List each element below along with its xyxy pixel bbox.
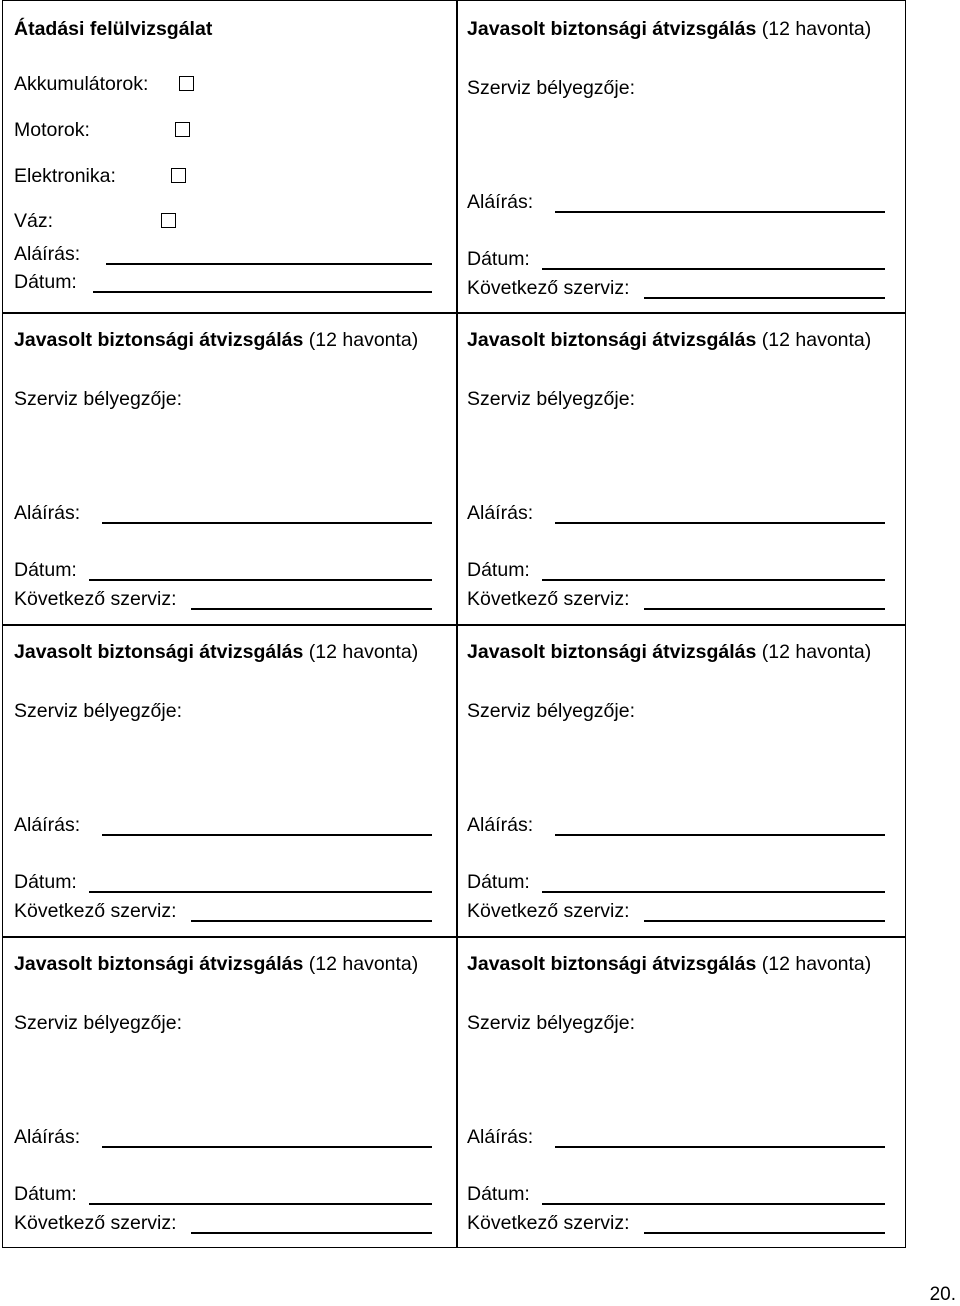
signature-line[interactable] — [106, 263, 432, 265]
next-service-label: Következő szerviz: — [14, 900, 177, 922]
date-line[interactable] — [542, 268, 885, 270]
signature-label: Aláírás: — [14, 814, 81, 836]
inspection-title: Javasolt biztonsági átvizsgálás (12 havonta) — [14, 953, 419, 975]
handover-title: Átadási felülvizsgálat — [14, 18, 213, 40]
inspection-cell — [456, 624, 896, 935]
next-service-line[interactable] — [644, 920, 885, 922]
date-line[interactable] — [542, 1203, 885, 1205]
signature-label: Aláírás: — [467, 191, 534, 213]
batteries-checkbox[interactable] — [179, 76, 194, 91]
date-line[interactable] — [89, 891, 432, 893]
inspection-cell — [3, 312, 443, 623]
check-label-batteries: Akkumulátorok: — [14, 73, 149, 95]
stamp-label: Szerviz bélyegzője: — [467, 700, 635, 722]
inspection-title: Javasolt biztonsági átvizsgálás (12 havonta) — [467, 641, 872, 663]
next-service-label: Következő szerviz: — [14, 1212, 177, 1234]
handover-cell — [3, 1, 443, 312]
next-service-label: Következő szerviz: — [467, 588, 630, 610]
next-service-line[interactable] — [644, 297, 885, 299]
next-service-line[interactable] — [191, 608, 432, 610]
inspection-title: Javasolt biztonsági átvizsgálás (12 havonta) — [467, 329, 872, 351]
date-label: Dátum: — [14, 871, 77, 893]
date-line[interactable] — [93, 291, 432, 293]
stamp-label: Szerviz bélyegzője: — [467, 388, 635, 410]
stamp-label: Szerviz bélyegzője: — [467, 77, 635, 99]
stamp-label: Szerviz bélyegzője: — [467, 1012, 635, 1034]
stamp-label: Szerviz bélyegzője: — [14, 1012, 182, 1034]
date-line[interactable] — [542, 579, 885, 581]
signature-line[interactable] — [555, 1146, 885, 1148]
inspection-cell — [3, 936, 443, 1247]
inspection-form-grid — [2, 0, 906, 1248]
signature-label: Aláírás: — [14, 1126, 81, 1148]
next-service-label: Következő szerviz: — [14, 588, 177, 610]
signature-line[interactable] — [102, 834, 432, 836]
inspection-title: Javasolt biztonsági átvizsgálás (12 havonta) — [467, 18, 872, 40]
next-service-label: Következő szerviz: — [467, 277, 630, 299]
next-service-line[interactable] — [644, 608, 885, 610]
date-line[interactable] — [89, 579, 432, 581]
signature-line[interactable] — [555, 834, 885, 836]
page-number: 20. — [929, 1284, 956, 1305]
inspection-cell — [456, 1, 896, 312]
date-label: Dátum: — [14, 559, 77, 581]
next-service-line[interactable] — [191, 1232, 432, 1234]
date-label: Dátum: — [467, 248, 530, 270]
next-service-line[interactable] — [191, 920, 432, 922]
signature-label: Aláírás: — [14, 243, 81, 265]
electronics-checkbox[interactable] — [171, 168, 186, 183]
inspection-cell — [456, 312, 896, 623]
stamp-label: Szerviz bélyegzője: — [14, 700, 182, 722]
inspection-cell — [456, 936, 896, 1247]
date-label: Dátum: — [467, 871, 530, 893]
motors-checkbox[interactable] — [175, 122, 190, 137]
check-label-frame: Váz: — [14, 210, 54, 232]
date-label: Dátum: — [467, 1183, 530, 1205]
inspection-title: Javasolt biztonsági átvizsgálás (12 havonta) — [467, 953, 872, 975]
signature-label: Aláírás: — [14, 502, 81, 524]
date-label: Dátum: — [467, 559, 530, 581]
date-label: Dátum: — [14, 1183, 77, 1205]
next-service-line[interactable] — [644, 1232, 885, 1234]
check-label-motors: Motorok: — [14, 119, 90, 141]
signature-label: Aláírás: — [467, 502, 534, 524]
signature-line[interactable] — [102, 522, 432, 524]
signature-line[interactable] — [102, 1146, 432, 1148]
date-line[interactable] — [542, 891, 885, 893]
signature-label: Aláírás: — [467, 814, 534, 836]
signature-label: Aláírás: — [467, 1126, 534, 1148]
next-service-label: Következő szerviz: — [467, 1212, 630, 1234]
next-service-label: Következő szerviz: — [467, 900, 630, 922]
signature-line[interactable] — [555, 522, 885, 524]
inspection-title: Javasolt biztonsági átvizsgálás (12 havonta) — [14, 641, 419, 663]
inspection-cell — [3, 624, 443, 935]
signature-line[interactable] — [555, 211, 885, 213]
check-label-electronics: Elektronika: — [14, 165, 116, 187]
stamp-label: Szerviz bélyegzője: — [14, 388, 182, 410]
date-line[interactable] — [89, 1203, 432, 1205]
frame-checkbox[interactable] — [161, 213, 176, 228]
inspection-title: Javasolt biztonsági átvizsgálás (12 havonta) — [14, 329, 419, 351]
date-label: Dátum: — [14, 271, 77, 293]
